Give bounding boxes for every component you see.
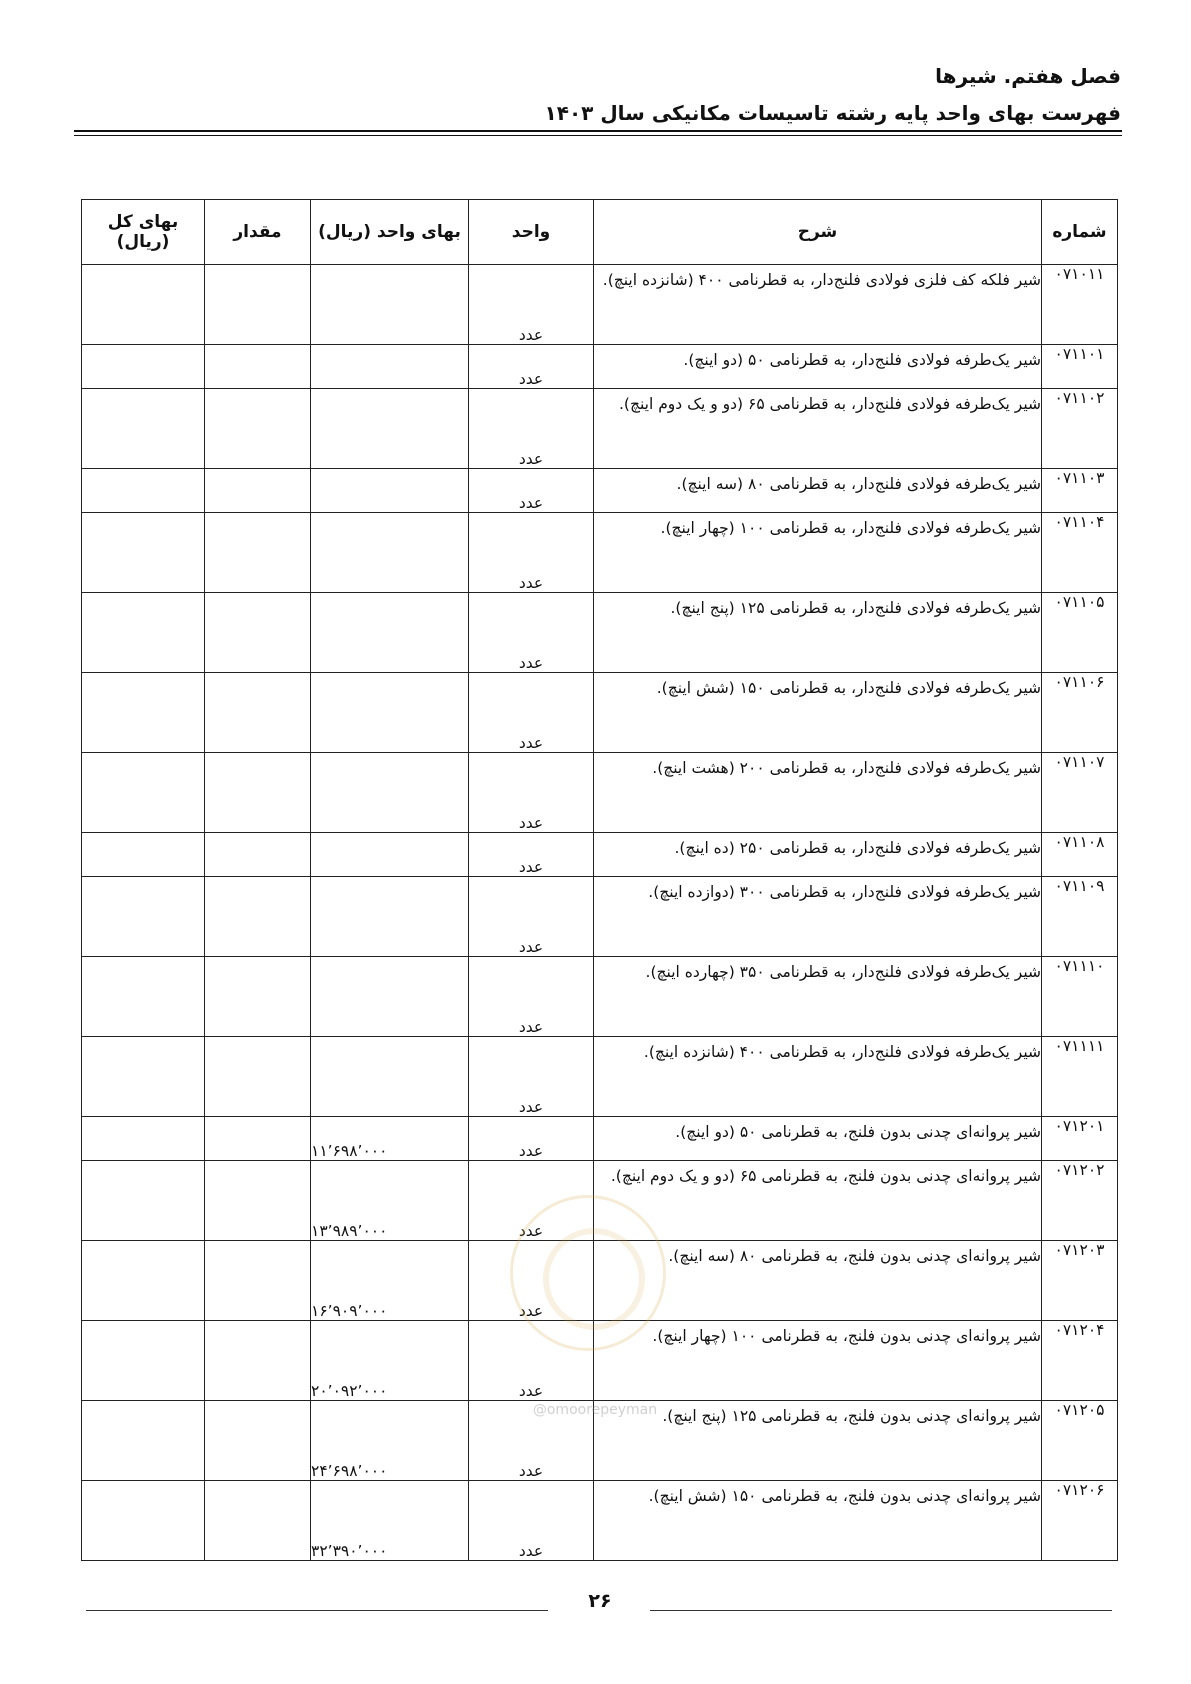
item-code: ۰۷۱۲۰۳ xyxy=(1042,1241,1118,1321)
item-total xyxy=(82,753,205,833)
item-description: شیر یک‌طرفه فولادی فلنج‌دار، به قطرنامی ۶۵ (دو و یک دوم اینچ). xyxy=(594,389,1042,469)
item-quantity xyxy=(205,753,311,833)
item-unit: عدد xyxy=(469,345,594,389)
table-row xyxy=(82,469,1118,513)
item-description: شیر پروانه‌ای چدنی بدون فلنج، به قطرنامی ۱۲۵ (پنج اینچ). xyxy=(594,1401,1042,1481)
item-description: شیر یک‌طرفه فولادی فلنج‌دار، به قطرنامی ۱۲۵ (پنج اینچ). xyxy=(594,593,1042,673)
item-quantity xyxy=(205,1117,311,1161)
item-code: ۰۷۱۱۰۴ xyxy=(1042,513,1118,593)
item-quantity xyxy=(205,1401,311,1481)
table-row xyxy=(82,345,1118,389)
item-unit-price xyxy=(311,513,469,593)
item-unit-price xyxy=(311,345,469,389)
item-unit-price xyxy=(311,877,469,957)
item-code: ۰۷۱۱۰۹ xyxy=(1042,877,1118,957)
header-rule-thin xyxy=(74,135,1122,136)
item-code: ۰۷۱۱۰۱ xyxy=(1042,345,1118,389)
item-unit-price xyxy=(311,673,469,753)
item-code: ۰۷۱۰۱۱ xyxy=(1042,265,1118,345)
header-description: شرح xyxy=(594,200,1042,265)
table-row xyxy=(82,1117,1118,1161)
page-header xyxy=(545,62,1121,128)
table-row xyxy=(82,265,1118,345)
item-unit: عدد xyxy=(469,593,594,673)
header-rule-thick xyxy=(74,130,1122,132)
item-total xyxy=(82,513,205,593)
item-quantity xyxy=(205,1481,311,1561)
item-unit-price xyxy=(311,389,469,469)
document-title: فهرست بهای واحد پایه رشته تاسیسات مکانیکی سال ۱۴۰۳ xyxy=(544,101,1121,125)
item-quantity xyxy=(205,877,311,957)
item-unit: عدد xyxy=(469,833,594,877)
table-row xyxy=(82,593,1118,673)
table-row xyxy=(82,957,1118,1037)
item-unit: عدد xyxy=(469,1161,594,1241)
item-total xyxy=(82,1117,205,1161)
item-unit-price: ۱۱٬۶۹۸٬۰۰۰ xyxy=(311,1117,469,1161)
item-quantity xyxy=(205,469,311,513)
item-description: شیر پروانه‌ای چدنی بدون فلنج، به قطرنامی ۵۰ (دو اینچ). xyxy=(594,1117,1042,1161)
item-description: شیر یک‌طرفه فولادی فلنج‌دار، به قطرنامی ۱۰۰ (چهار اینچ). xyxy=(594,513,1042,593)
item-total xyxy=(82,673,205,753)
footer-rule-right xyxy=(650,1610,1112,1611)
item-total xyxy=(82,593,205,673)
item-total xyxy=(82,469,205,513)
item-unit: عدد xyxy=(469,469,594,513)
item-quantity xyxy=(205,1161,311,1241)
item-code: ۰۷۱۲۰۶ xyxy=(1042,1481,1118,1561)
item-total xyxy=(82,877,205,957)
item-total xyxy=(82,1321,205,1401)
item-unit-price: ۱۶٬۹۰۹٬۰۰۰ xyxy=(311,1241,469,1321)
table-row xyxy=(82,1241,1118,1321)
item-unit-price xyxy=(311,469,469,513)
item-total xyxy=(82,345,205,389)
item-description: شیر پروانه‌ای چدنی بدون فلنج، به قطرنامی ۱۵۰ (شش اینچ). xyxy=(594,1481,1042,1561)
item-code: ۰۷۱۲۰۴ xyxy=(1042,1321,1118,1401)
table-row xyxy=(82,673,1118,753)
item-unit: عدد xyxy=(469,513,594,593)
item-code: ۰۷۱۱۱۱ xyxy=(1042,1037,1118,1117)
item-description: شیر پروانه‌ای چدنی بدون فلنج، به قطرنامی ۸۰ (سه اینچ). xyxy=(594,1241,1042,1321)
item-total xyxy=(82,957,205,1037)
item-unit: عدد xyxy=(469,265,594,345)
item-unit-price xyxy=(311,593,469,673)
item-unit: عدد xyxy=(469,1037,594,1117)
item-unit-price xyxy=(311,957,469,1037)
item-unit: عدد xyxy=(469,1401,594,1481)
item-description: شیر یک‌طرفه فولادی فلنج‌دار، به قطرنامی ۱۵۰ (شش اینچ). xyxy=(594,673,1042,753)
item-total xyxy=(82,1161,205,1241)
item-description: شیر پروانه‌ای چدنی بدون فلنج، به قطرنامی ۶۵ (دو و یک دوم اینچ). xyxy=(594,1161,1042,1241)
header-quantity: مقدار xyxy=(205,200,311,265)
item-description: شیر یک‌طرفه فولادی فلنج‌دار، به قطرنامی ۵۰ (دو اینچ). xyxy=(594,345,1042,389)
table-row xyxy=(82,1037,1118,1117)
item-code: ۰۷۱۱۰۷ xyxy=(1042,753,1118,833)
header-code: شماره xyxy=(1042,200,1118,265)
table-row xyxy=(82,389,1118,469)
item-quantity xyxy=(205,1321,311,1401)
item-unit: عدد xyxy=(469,1241,594,1321)
price-table xyxy=(81,199,1118,1561)
item-code: ۰۷۱۱۰۳ xyxy=(1042,469,1118,513)
item-total xyxy=(82,389,205,469)
table-row xyxy=(82,753,1118,833)
item-description: شیر یک‌طرفه فولادی فلنج‌دار، به قطرنامی ۸۰ (سه اینچ). xyxy=(594,469,1042,513)
item-code: ۰۷۱۲۰۲ xyxy=(1042,1161,1118,1241)
item-unit-price: ۲۰٬۰۹۲٬۰۰۰ xyxy=(311,1321,469,1401)
item-unit: عدد xyxy=(469,1481,594,1561)
item-quantity xyxy=(205,833,311,877)
item-quantity xyxy=(205,389,311,469)
item-quantity xyxy=(205,1037,311,1117)
item-quantity xyxy=(205,593,311,673)
item-description: شیر یک‌طرفه فولادی فلنج‌دار، به قطرنامی ۳۵۰ (چهارده اینچ). xyxy=(594,957,1042,1037)
table-row xyxy=(82,1481,1118,1561)
item-unit-price xyxy=(311,1037,469,1117)
item-description: شیر پروانه‌ای چدنی بدون فلنج، به قطرنامی ۱۰۰ (چهار اینچ). xyxy=(594,1321,1042,1401)
item-unit: عدد xyxy=(469,753,594,833)
table-row xyxy=(82,877,1118,957)
header-total-price: بهای کل (ریال) xyxy=(82,200,205,265)
item-description: شیر یک‌طرفه فولادی فلنج‌دار، به قطرنامی ۳۰۰ (دوازده اینچ). xyxy=(594,877,1042,957)
table-row xyxy=(82,1321,1118,1401)
chapter-title: فصل هفتم. شیرها xyxy=(935,64,1121,88)
item-description: شیر یک‌طرفه فولادی فلنج‌دار، به قطرنامی ۲۰۰ (هشت اینچ). xyxy=(594,753,1042,833)
item-unit-price xyxy=(311,833,469,877)
item-code: ۰۷۱۱۰۲ xyxy=(1042,389,1118,469)
item-total xyxy=(82,1401,205,1481)
item-code: ۰۷۱۱۰۵ xyxy=(1042,593,1118,673)
item-unit: عدد xyxy=(469,1321,594,1401)
item-quantity xyxy=(205,513,311,593)
item-description: شیر یک‌طرفه فولادی فلنج‌دار، به قطرنامی ۴۰۰ (شانزده اینچ). xyxy=(594,1037,1042,1117)
table-row xyxy=(82,1161,1118,1241)
item-unit: عدد xyxy=(469,673,594,753)
item-code: ۰۷۱۲۰۵ xyxy=(1042,1401,1118,1481)
page-number: ۲۶ xyxy=(588,1590,612,1612)
item-total xyxy=(82,1481,205,1561)
item-description: شیر یک‌طرفه فولادی فلنج‌دار، به قطرنامی ۲۵۰ (ده اینچ). xyxy=(594,833,1042,877)
item-total xyxy=(82,265,205,345)
item-unit-price: ۲۴٬۶۹۸٬۰۰۰ xyxy=(311,1401,469,1481)
item-total xyxy=(82,1037,205,1117)
item-code: ۰۷۱۲۰۱ xyxy=(1042,1117,1118,1161)
item-quantity xyxy=(205,1241,311,1321)
item-description: شیر فلکه کف فلزی فولادی فلنج‌دار، به قطرنامی ۴۰۰ (شانزده اینچ). xyxy=(594,265,1042,345)
item-unit: عدد xyxy=(469,877,594,957)
table-row xyxy=(82,513,1118,593)
item-code: ۰۷۱۱۱۰ xyxy=(1042,957,1118,1037)
table-row xyxy=(82,833,1118,877)
item-code: ۰۷۱۱۰۸ xyxy=(1042,833,1118,877)
item-unit-price: ۱۳٬۹۸۹٬۰۰۰ xyxy=(311,1161,469,1241)
item-quantity xyxy=(205,673,311,753)
item-unit-price: ۳۲٬۳۹۰٬۰۰۰ xyxy=(311,1481,469,1561)
item-quantity xyxy=(205,957,311,1037)
item-quantity xyxy=(205,265,311,345)
item-code: ۰۷۱۱۰۶ xyxy=(1042,673,1118,753)
header-unit-price: بهای واحد (ریال) xyxy=(311,200,469,265)
item-unit-price xyxy=(311,753,469,833)
item-unit: عدد xyxy=(469,957,594,1037)
watermark-handle: @omoorepeyman xyxy=(532,1402,658,1418)
table-header-row xyxy=(82,200,1118,265)
header-unit: واحد xyxy=(469,200,594,265)
item-unit: عدد xyxy=(469,389,594,469)
item-unit: عدد xyxy=(469,1117,594,1161)
item-total xyxy=(82,833,205,877)
item-unit-price xyxy=(311,265,469,345)
item-quantity xyxy=(205,345,311,389)
item-total xyxy=(82,1241,205,1321)
footer-rule-left xyxy=(86,1610,548,1611)
